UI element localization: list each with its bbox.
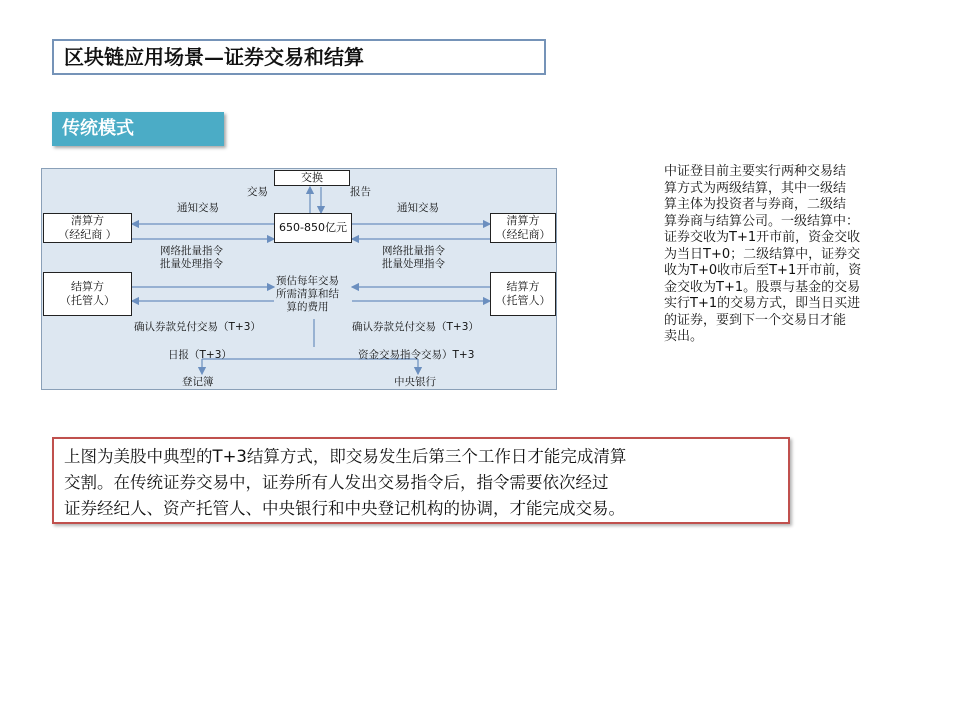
clearing-node-right: [490, 213, 556, 243]
clearing-right-line1: 清算方: [506, 214, 540, 227]
settle-right-line2: （托管人）: [495, 294, 551, 307]
side-line: 收为T+0收市后至T+1开市前，资: [664, 263, 862, 278]
note-line: 交割。在传统证券交易中，证券所有人发出交易指令后，指令需要依次经过: [64, 473, 609, 492]
notify-left-label: 通知交易: [177, 202, 219, 214]
estimate-line2: 所需清算和结: [276, 288, 339, 300]
settle-left-line1: 结算方: [71, 280, 104, 293]
estimate-line1: 预估每年交易: [276, 275, 339, 287]
settle-right-line1: 结算方: [506, 280, 540, 293]
center-amount-node: 650-850亿元: [274, 213, 352, 243]
side-line: 实行T+1的交易方式，即当日买进: [664, 296, 861, 311]
side-line: 为当日T+0；二级结算中，证券交: [664, 246, 861, 262]
side-line: 算主体为投资者与券商，二级结: [664, 197, 847, 212]
estimate-label: [276, 275, 339, 314]
settlement-explanation-text: [664, 164, 900, 346]
side-line: 金交收为T+1。股票与基金的交易: [664, 279, 861, 295]
t3-note-box: [52, 437, 790, 524]
batch-right-line2: 批量处理指令: [382, 258, 445, 270]
central-bank-label: 中央银行: [394, 376, 436, 388]
side-line: 证券交收为T+1开市前，资金交收: [664, 230, 861, 245]
clearing-left-line2: （经纪商 ）: [58, 228, 117, 241]
registry-label: 登记簿: [182, 376, 214, 388]
exchange-node: 交换: [274, 170, 350, 186]
side-line: 卖出。: [664, 329, 704, 344]
clearing-node-left: [43, 213, 132, 243]
confirm-left-label: 确认券款兑付交易（T+3）: [134, 321, 261, 333]
side-line: 算方式为两级结算，其中一级结: [664, 180, 847, 196]
trade-label: 交易: [247, 186, 268, 198]
batch-left-label: [160, 245, 223, 271]
clearing-left-line1: 清算方: [71, 214, 104, 227]
settlement-flow-diagram: [41, 168, 557, 390]
clearing-right-line2: （经纪商）: [495, 228, 551, 241]
batch-left-line2: 批量处理指令: [160, 258, 223, 270]
side-line: 算券商与结算公司。一级结算中：: [664, 213, 860, 229]
estimate-line3: 算的费用: [286, 301, 329, 313]
page-title: 区块链应用场景—证券交易和结算: [52, 39, 546, 75]
batch-right-label: [382, 245, 445, 271]
batch-right-line1: 网络批量指令: [382, 245, 445, 257]
settlement-node-right: [490, 272, 556, 316]
report-label: 报告: [350, 186, 371, 198]
section-tab-traditional-mode: 传统模式: [52, 112, 224, 146]
fund-instruction-label: 资金交易指令交易）T+3: [358, 349, 475, 361]
notify-right-label: 通知交易: [397, 202, 439, 214]
settlement-node-left: [43, 272, 132, 316]
confirm-right-label: 确认券款兑付交易（T+3）: [352, 321, 479, 333]
note-line: 上图为美股中典型的T+3结算方式，即交易发生后第三个工作日才能完成清算: [64, 447, 627, 466]
settle-left-line2: （托管人）: [60, 294, 115, 307]
daily-report-label: 日报（T+3）: [168, 349, 232, 361]
side-line: 中证登目前主要实行两种交易结: [664, 164, 847, 179]
side-line: 的证券，要到下一个交易日才能: [664, 312, 847, 328]
batch-left-line1: 网络批量指令: [160, 245, 223, 257]
note-line: 证券经纪人、资产托管人、中央银行和中央登记机构的协调，才能完成交易。: [64, 499, 625, 518]
